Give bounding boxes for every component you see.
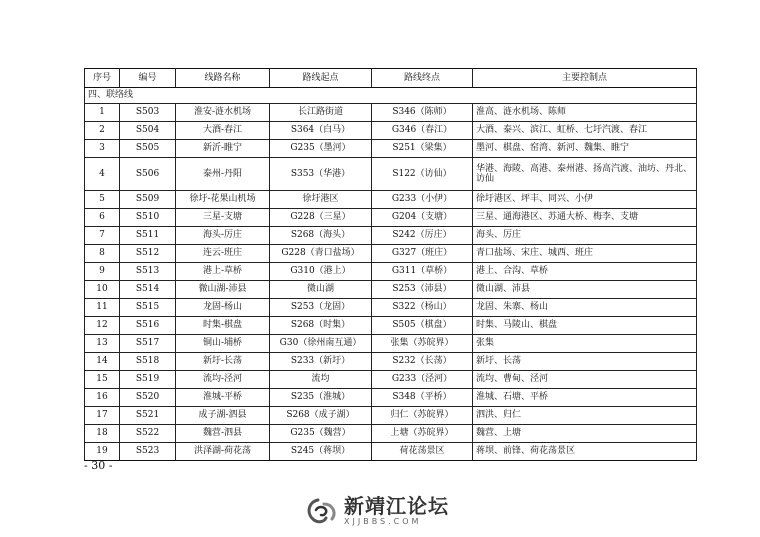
table-cell: S235（淮城） (270, 389, 372, 407)
table-cell: 流均、曹甸、泾河 (473, 371, 697, 389)
header-cell: 主要控制点 (473, 69, 697, 88)
watermark-text: 新靖江论坛 (344, 494, 449, 518)
table-cell: 海头-厉庄 (176, 227, 270, 245)
table-cell: 蒋坝、前锋、荷花荡景区 (473, 443, 697, 461)
table-cell: G30（徐州南互通） (270, 335, 372, 353)
table-cell: 4 (85, 158, 120, 191)
table-cell: S515 (120, 299, 176, 317)
table-cell: S523 (120, 443, 176, 461)
table-cell: 流均 (270, 371, 372, 389)
table-cell: 新圩-长荡 (176, 353, 270, 371)
table-cell: G311（草桥） (372, 263, 473, 281)
table-cell: 大酒、泰兴、滨江、虹桥、七圩汽渡、春江 (473, 122, 697, 140)
watermark-logo (304, 496, 449, 526)
table-cell: 徐圩港区、坪丰、同兴、小伊 (473, 191, 697, 209)
watermark-subtext: XJJBBS.COM (344, 517, 422, 526)
table-cell: G235（魏营） (270, 425, 372, 443)
table-cell: 17 (85, 407, 120, 425)
table-cell: 港上-草桥 (176, 263, 270, 281)
table-cell: G233（泾河） (372, 371, 473, 389)
table-cell: S519 (120, 371, 176, 389)
table-row (85, 209, 697, 227)
route-table-container (84, 68, 696, 461)
table-cell: S253（沛县） (372, 281, 473, 299)
table-row (85, 317, 697, 335)
table-cell: 泰州-丹阳 (176, 158, 270, 191)
table-cell: S520 (120, 389, 176, 407)
table-cell: S509 (120, 191, 176, 209)
table-cell: 10 (85, 281, 120, 299)
table-cell: G228（三星） (270, 209, 372, 227)
table-cell: 14 (85, 353, 120, 371)
table-cell: 7 (85, 227, 120, 245)
table-cell: S512 (120, 245, 176, 263)
table-cell: 8 (85, 245, 120, 263)
table-cell: 15 (85, 371, 120, 389)
table-cell: S232（长荡） (372, 353, 473, 371)
table-cell: 18 (85, 425, 120, 443)
header-cell: 路线终点 (372, 69, 473, 88)
table-cell: S514 (120, 281, 176, 299)
table-row (85, 104, 697, 122)
table-cell: 3 (85, 140, 120, 158)
table-row (85, 140, 697, 158)
header-cell: 编号 (120, 69, 176, 88)
table-cell: 泗洪、归仁 (473, 407, 697, 425)
table-row (85, 158, 697, 191)
table-cell: 龙固-杨山 (176, 299, 270, 317)
table-cell: 墨河、棋盘、窑湾、新河、魏集、睢宁 (473, 140, 697, 158)
table-cell: S245（蒋坝） (270, 443, 372, 461)
table-cell: 时集、马陵山、棋盘 (473, 317, 697, 335)
table-cell: 龙固、朱寨、杨山 (473, 299, 697, 317)
table-cell: 三星、通海港区、苏通大桥、梅李、支塘 (473, 209, 697, 227)
table-cell: 港上、合沟、草桥 (473, 263, 697, 281)
table-cell: G235（墨河） (270, 140, 372, 158)
table-cell: 淮安-涟水机场 (176, 104, 270, 122)
table-row (85, 407, 697, 425)
table-cell: 淮城、石塘、平桥 (473, 389, 697, 407)
table-cell: 成子湖-泗县 (176, 407, 270, 425)
header-cell: 线路名称 (176, 69, 270, 88)
section-label: 四、联络线 (85, 88, 697, 104)
page-number: - 30 - (84, 459, 113, 472)
table-row (85, 425, 697, 443)
table-cell: S268（时集） (270, 317, 372, 335)
table-body (85, 88, 697, 461)
table-row (85, 227, 697, 245)
table-cell: S522 (120, 425, 176, 443)
table-cell: S122（访仙） (372, 158, 473, 191)
table-row (85, 281, 697, 299)
table-cell: S505 (120, 140, 176, 158)
table-cell: 张集（苏皖界） (372, 335, 473, 353)
table-cell: 大酒-春江 (176, 122, 270, 140)
table-row (85, 371, 697, 389)
table-cell: S504 (120, 122, 176, 140)
table-cell: 6 (85, 209, 120, 227)
table-row (85, 122, 697, 140)
table-cell: 徐圩-花果山机场 (176, 191, 270, 209)
table-cell: S251（梁集） (372, 140, 473, 158)
table-cell: S506 (120, 158, 176, 191)
table-cell: 时集-棋盘 (176, 317, 270, 335)
table-cell: 铜山-埔桥 (176, 335, 270, 353)
table-cell: 淮高、涟水机场、陈师 (473, 104, 697, 122)
table-row (85, 389, 697, 407)
table-cell: 2 (85, 122, 120, 140)
table-cell: 洪泽湖-荷花荡 (176, 443, 270, 461)
table-row (85, 353, 697, 371)
table-cell: S505（棋盘） (372, 317, 473, 335)
table-cell: S517 (120, 335, 176, 353)
table-cell: 魏营-泗县 (176, 425, 270, 443)
table-row (85, 299, 697, 317)
table-row (85, 191, 697, 209)
table-cell: 9 (85, 263, 120, 281)
header-cell: 序号 (85, 69, 120, 88)
table-cell: S233（新圩） (270, 353, 372, 371)
table-cell: 华港、海陵、高港、泰州港、扬高汽渡、油坊、丹北、访仙 (473, 158, 697, 191)
table-cell: 张集 (473, 335, 697, 353)
table-cell: 11 (85, 299, 120, 317)
table-row (85, 245, 697, 263)
table-cell: S268（成子湖） (270, 407, 372, 425)
table-row (85, 335, 697, 353)
table-cell: S322（杨山） (372, 299, 473, 317)
table-cell: S510 (120, 209, 176, 227)
table-cell: 流均-泾河 (176, 371, 270, 389)
table-cell: 微山湖-沛县 (176, 281, 270, 299)
table-cell: S346（陈师） (372, 104, 473, 122)
table-cell: 青口盐场、宋庄、城西、班庄 (473, 245, 697, 263)
table-cell: S253（龙固） (270, 299, 372, 317)
table-cell: 新圩、长荡 (473, 353, 697, 371)
table-cell: S503 (120, 104, 176, 122)
table-cell: 长江路街道 (270, 104, 372, 122)
table-cell: G346（春江） (372, 122, 473, 140)
table-cell: 16 (85, 389, 120, 407)
table-cell: G310（港上） (270, 263, 372, 281)
table-cell: 归仁（苏皖界） (372, 407, 473, 425)
table-cell: 12 (85, 317, 120, 335)
logo-swirl-icon (304, 496, 340, 526)
table-cell: 5 (85, 191, 120, 209)
header-cell: 路线起点 (270, 69, 372, 88)
table-cell: 19 (85, 443, 120, 461)
table-row (85, 443, 697, 461)
table-cell: G228（青口盐场） (270, 245, 372, 263)
table-cell: 魏营、上塘 (473, 425, 697, 443)
table-cell: S348（平桥） (372, 389, 473, 407)
table-cell: S518 (120, 353, 176, 371)
table-cell: G327（班庄） (372, 245, 473, 263)
table-cell: 淮城-平桥 (176, 389, 270, 407)
table-cell: G233（小伊） (372, 191, 473, 209)
table-cell: 新沂-睢宁 (176, 140, 270, 158)
table-header-row (85, 69, 697, 88)
table-cell: S268（海头） (270, 227, 372, 245)
table-cell: 13 (85, 335, 120, 353)
table-cell: 荷花荡景区 (372, 443, 473, 461)
section-row (85, 88, 697, 104)
table-cell: S242（厉庄） (372, 227, 473, 245)
route-table (84, 68, 697, 461)
table-cell: S521 (120, 407, 176, 425)
table-cell: 上塘（苏皖界） (372, 425, 473, 443)
table-cell: 三星-支塘 (176, 209, 270, 227)
table-row (85, 263, 697, 281)
table-cell: G204（支塘） (372, 209, 473, 227)
table-cell: 海头、厉庄 (473, 227, 697, 245)
table-cell: 微山湖、沛县 (473, 281, 697, 299)
table-cell: 微山湖 (270, 281, 372, 299)
table-cell: 徐圩港区 (270, 191, 372, 209)
table-cell: S353（华港） (270, 158, 372, 191)
table-cell: S513 (120, 263, 176, 281)
table-cell: S511 (120, 227, 176, 245)
table-cell: 连云-班庄 (176, 245, 270, 263)
table-cell: S516 (120, 317, 176, 335)
table-cell: 1 (85, 104, 120, 122)
table-cell: S364（白马） (270, 122, 372, 140)
